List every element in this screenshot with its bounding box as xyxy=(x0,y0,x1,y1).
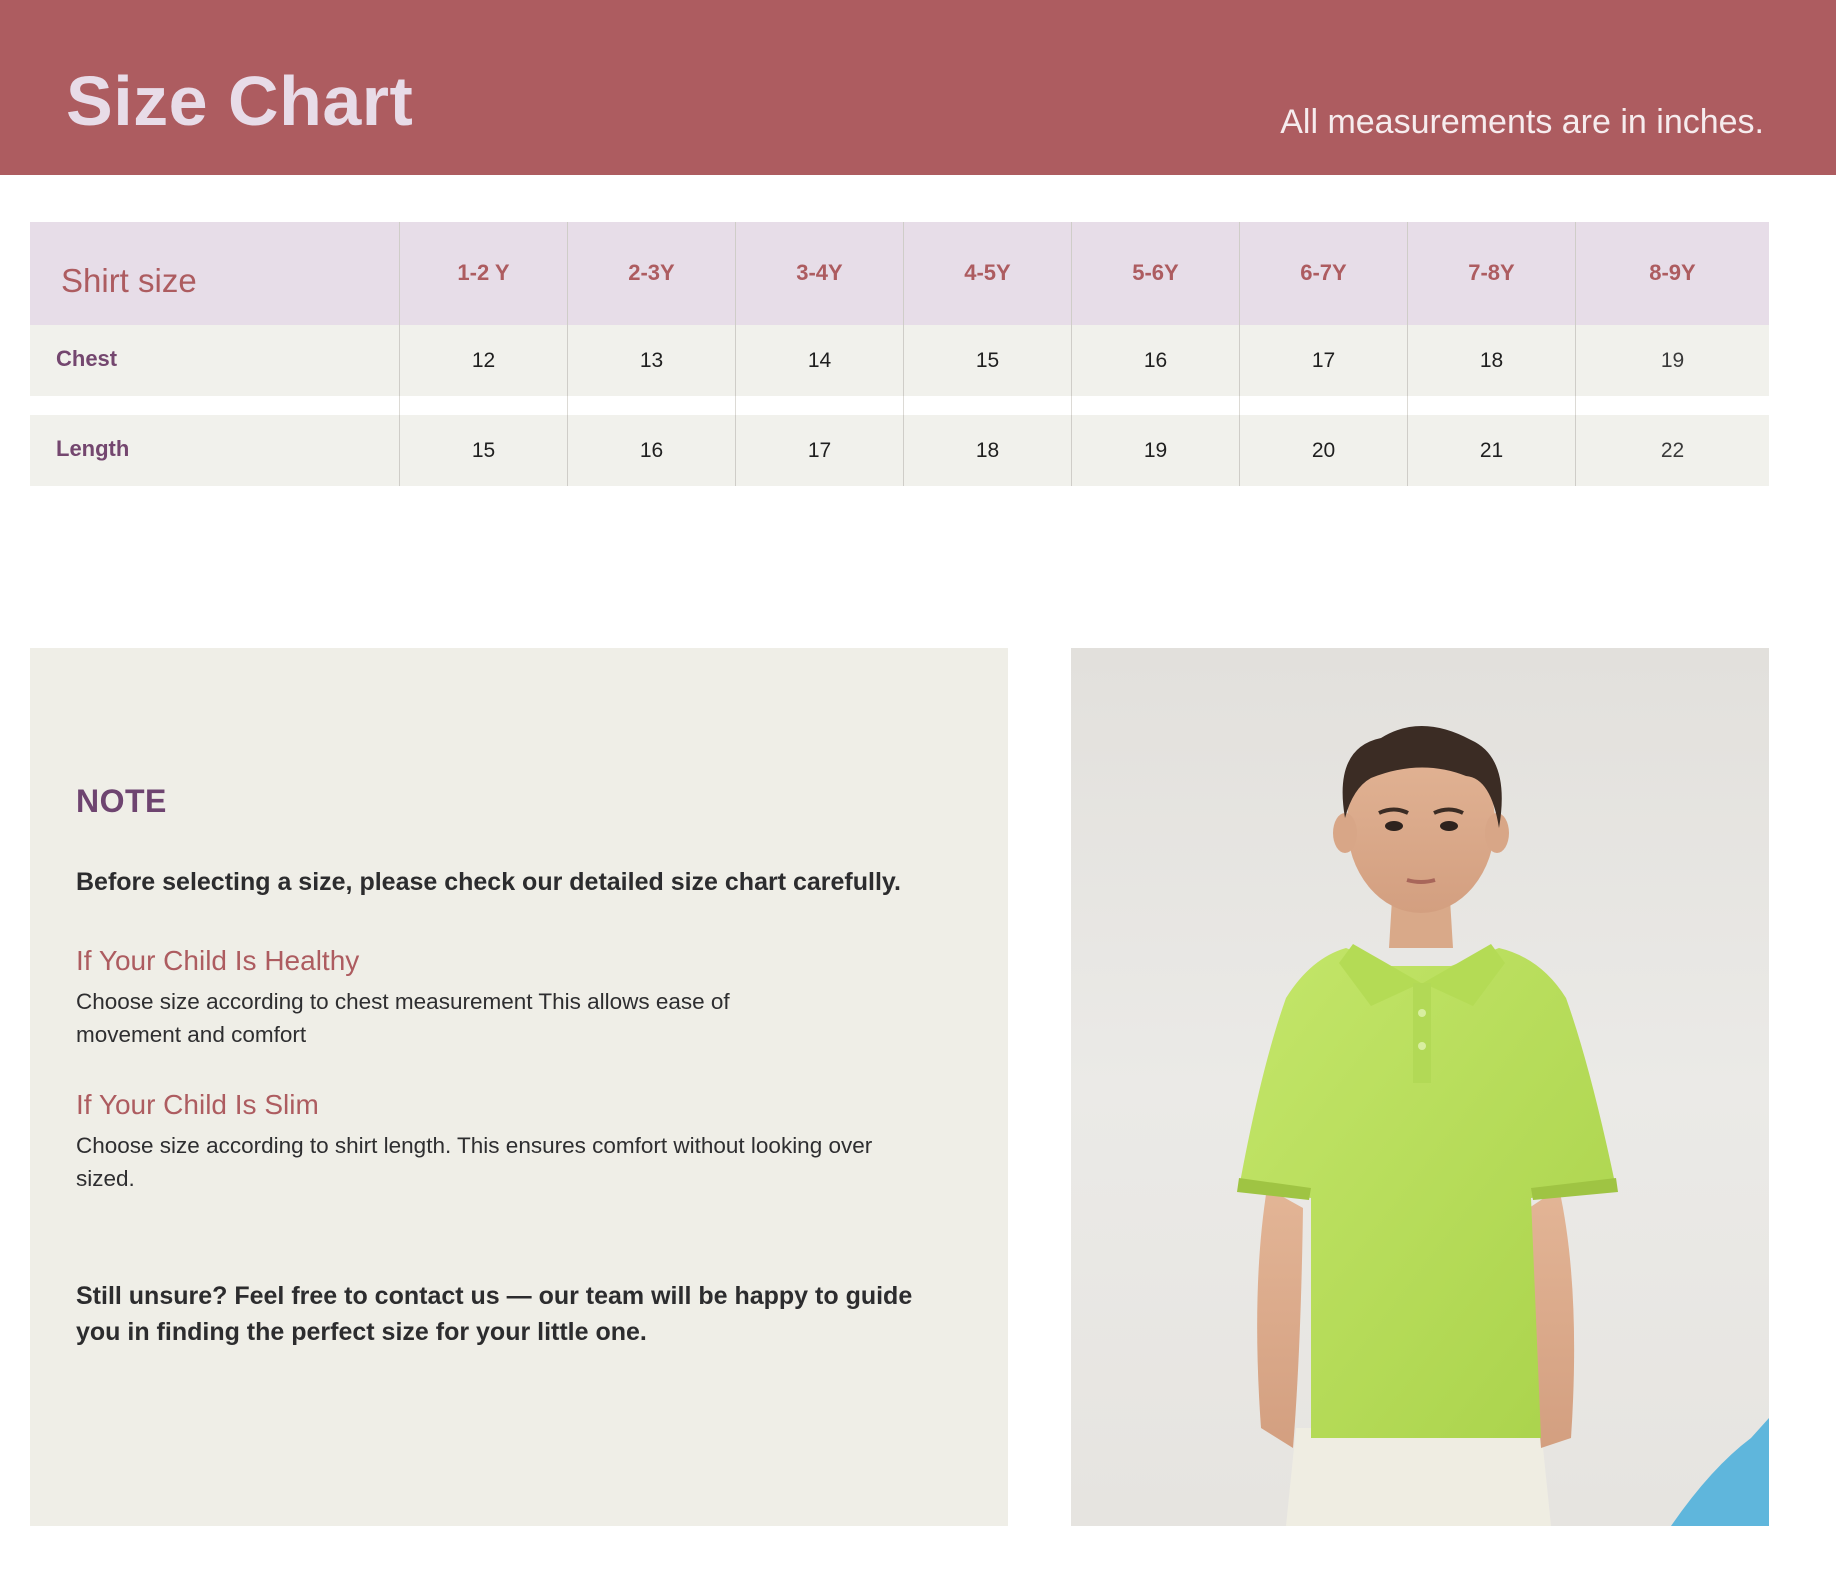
table-row-length xyxy=(30,415,1769,486)
table-cell: 15 xyxy=(904,325,1072,396)
table-cell: 13 xyxy=(568,325,736,396)
table-cell: 19 xyxy=(1072,415,1240,486)
page-title: Size Chart xyxy=(66,62,414,140)
table-cell: 20 xyxy=(1240,415,1408,486)
model-photo xyxy=(1071,648,1769,1526)
size-header: 7-8Y xyxy=(1408,222,1576,325)
table-cell: 22 xyxy=(1660,438,1685,462)
size-header: 3-4Y xyxy=(736,222,904,325)
size-header: 6-7Y xyxy=(1240,222,1408,325)
row-spacer xyxy=(30,396,1769,415)
healthy-text: Choose size according to chest measurement This allows ease of movement and comfort xyxy=(76,989,730,1047)
page-header xyxy=(0,0,1836,175)
table-cell: 19 xyxy=(1660,348,1685,372)
size-header: 5-6Y xyxy=(1072,222,1240,325)
table-cell: 15 xyxy=(400,415,568,486)
note-title: NOTE xyxy=(76,783,167,819)
table-cell: 18 xyxy=(1408,325,1576,396)
units-note: All measurements are in inches. xyxy=(1280,103,1764,141)
size-header: 4-5Y xyxy=(904,222,1072,325)
note-panel xyxy=(30,648,1008,1526)
table-cell: 12 xyxy=(400,325,568,396)
table-cell: 17 xyxy=(1240,325,1408,396)
size-header: 1-2 Y xyxy=(400,222,568,325)
table-cell: 16 xyxy=(1072,325,1240,396)
table-cell: 21 xyxy=(1408,415,1576,486)
closing-text: Still unsure? Feel free to contact us — our team will be happy to guide you in finding the perfect size for your little one. xyxy=(76,1282,913,1346)
size-header: 2-3Y xyxy=(568,222,736,325)
table-cell: 18 xyxy=(904,415,1072,486)
table-header-label: Shirt size xyxy=(30,222,400,325)
child-in-polo-illustration xyxy=(1071,648,1769,1526)
size-header: 8-9Y xyxy=(1649,259,1696,285)
table-row-chest xyxy=(30,325,1769,396)
table-header-row xyxy=(30,222,1769,325)
row-label: Length xyxy=(30,415,400,486)
table-cell: 17 xyxy=(736,415,904,486)
table-cell: 16 xyxy=(568,415,736,486)
slim-heading: If Your Child Is Slim xyxy=(76,1089,319,1120)
size-table xyxy=(30,222,1769,486)
slim-text: Choose size according to shirt length. This ensures comfort without looking over sized. xyxy=(76,1133,873,1191)
row-label: Chest xyxy=(30,325,400,396)
table-cell: 14 xyxy=(736,325,904,396)
note-intro: Before selecting a size, please check our detailed size chart carefully. xyxy=(76,868,901,896)
healthy-heading: If Your Child Is Healthy xyxy=(76,945,360,976)
